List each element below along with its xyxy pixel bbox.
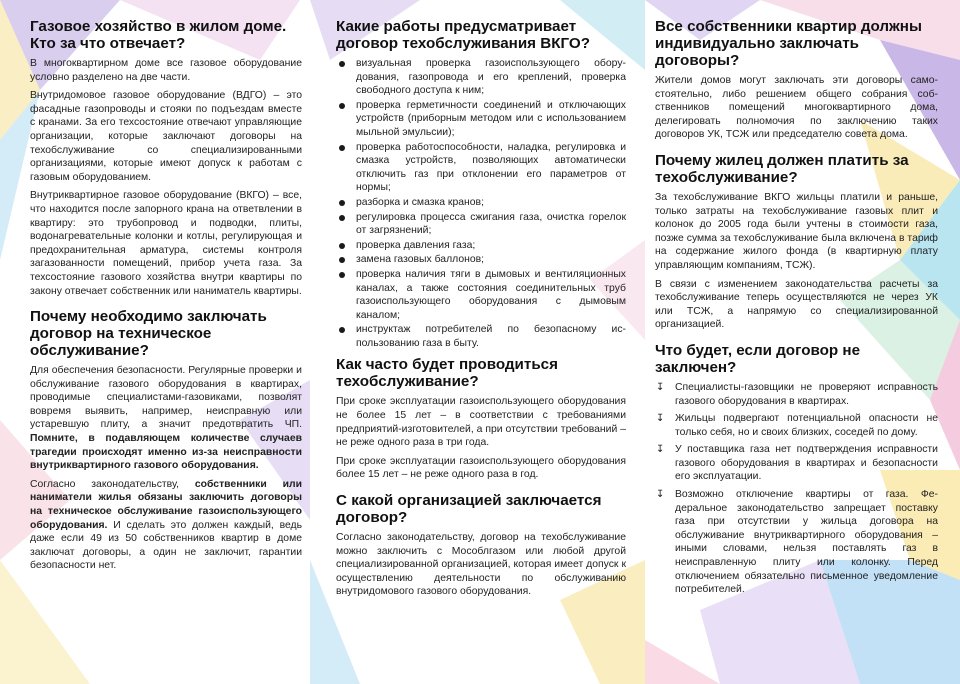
column-right [655, 18, 938, 603]
bullet-dot-icon [339, 327, 345, 333]
list-item [336, 253, 626, 267]
heading-why-contract: Почему необходимо заключать договор на техническое обслуживание? [30, 308, 267, 360]
paragraph-law [30, 478, 302, 573]
heading-organization: С какой организацией заключается договор? [336, 492, 602, 527]
bullet-dot-icon [339, 103, 345, 109]
works-list [336, 57, 626, 350]
paragraph-safety-text: Для обеспечения безопасности. Регулярные проверки и обслуживание газового оборудования в квартирах, проводимые специалистами-газовиками, позволят вовремя выявить, например, неисправную или устаревшую плиту, а значит предотвратить ЧП. [30, 365, 302, 431]
paragraph-frequency-1: При сроке эксплуатации газоиспользующего оборудования не более 15 лет – в соответствии с требованиями предприятий-изготовителей, а при отсутствии требований – не реже одного раза в три года. [336, 396, 626, 449]
list-item-text: проверка герметичности соединений и отключающих устройств (приборным методом или с использованием мыльной эмульсии); [356, 99, 626, 138]
heading-no-contract: Что будет, если договор не заключен? [655, 341, 861, 376]
paragraph-safety [30, 364, 302, 473]
list-item-text: разборка и смазка кранов; [356, 196, 484, 208]
bullet-dot-icon [339, 215, 345, 221]
paragraph-vdgo: Внутридомовое газовое оборудование (ВДГО) – это фасадные газопроводы и стояки по подъездам вместе с кранами. За его техсостояние отвечают управляющие организации, которые заключают договоры на техобслуживание со специализированными организациями, которые имеют допуск к работам с газовым оборудованием. [30, 90, 302, 183]
list-item-text: проверка давления газа; [356, 239, 476, 251]
list-item [336, 239, 626, 253]
heading-gas-responsibility: Газовое хозяйство в жилом доме. Кто за что отвечает? [30, 18, 287, 52]
list-item [655, 443, 938, 484]
paragraph-organization: Согласно законодательству, договор на техобслуживание можно заключить с Мособлгазом или любой другой специализированной организацией, которая имеет допуск к осуществлению деятельности по обслуживанию внутридомового газового оборудования. [336, 532, 626, 598]
heading-why-pay: Почему жилец должен платить за техобслуживание? [655, 151, 909, 186]
list-item [336, 268, 626, 322]
list-item-text: Возможно отключение квартиры от газа. Федеральное законодательство запрещает поставку газа при отсутствии у жильца договора на обслуживание внутриквартирного оборудования – иными словами, нельзя поставлять газ в неисправленную плиту или колонку. Перед отключением обязательно письменное уведомление потребителей. [675, 489, 938, 596]
bullet-dot-icon [339, 243, 345, 249]
list-item-text: регулировка процесса сжигания газа, очистка горелок от загрязнений; [356, 211, 626, 237]
bullet-dot-icon [339, 272, 345, 278]
list-item-text: инструктаж потребителей по безопасному использованию газа в быту. [356, 324, 626, 349]
list-item [336, 211, 626, 238]
list-item [336, 99, 626, 140]
paragraph-law-tail: И сделать это должен каждый, ведь даже если 49 из 50 собственников квартир в доме заключат договоры, а один не заключит, гарантии безопасности нет. [30, 519, 302, 572]
bullet-dot-icon [339, 145, 345, 151]
heading-frequency: Как часто будет проводиться техобслуживание? [336, 356, 558, 391]
paragraph-individual: Жители домов могут заключать эти договоры самостоятельно, либо решением общего собрания собственников помещений многоквартирного дома, делегировать полномочия по заключению таких договоров УК, ТСЖ или председателю совета дома. [655, 75, 938, 141]
list-item-text: Специалисты-газовщики не проверяют исправность газового оборудования в квартирах. [675, 381, 938, 407]
list-item [655, 412, 938, 439]
arrow-down-icon: ↧ [656, 444, 665, 456]
list-item [336, 57, 626, 98]
paragraph-why-pay-2: В связи с изменением законодательства расчеты за техобслуживание теперь осуществляются не через УК или ТСЖ, а напрямую со специализированной организацией. [655, 278, 938, 331]
list-item [655, 381, 938, 408]
list-item-text: замена газовых баллонов; [356, 254, 485, 266]
heading-individual: Все собственники квартир должны индивидуально заключать договоры? [655, 18, 922, 69]
bullet-dot-icon [339, 200, 345, 206]
list-item-text: визуальная проверка газоиспользующего оборудования, газопровода и его креплений, проверка свободного доступа к ним; [356, 58, 626, 97]
column-left [30, 18, 302, 578]
list-item [336, 196, 626, 210]
bullet-dot-icon [339, 61, 345, 67]
list-item-text: У поставщика газа нет подтверждения исправности газового оборудования в квартирах и безопасности его эксплуатации. [675, 444, 938, 483]
arrow-down-icon: ↧ [656, 413, 665, 425]
list-item [336, 141, 626, 195]
list-item-text: Жильцы подвергают потенциальной опасности не только себя, но и своих близких, соседей по дому. [675, 413, 938, 438]
paragraph-frequency-2: При сроке эксплуатации газоиспользующего оборудования более 15 лет – не реже одного раза в год. [336, 455, 626, 481]
arrow-down-icon: ↧ [656, 381, 665, 393]
paragraph-law-emphasis: собственники или наниматели жилья обязаны заключить договоры на техническое обслуживание газоиспользующего оборудования. [30, 478, 302, 531]
list-item [336, 323, 626, 350]
heading-works: Какие работы предусматривает договор техобслуживания ВКГО? [336, 18, 590, 52]
list-item [655, 488, 938, 597]
paragraph-law-text: Согласно законодательству, [30, 478, 195, 490]
column-middle [336, 18, 626, 604]
consequences-list [655, 381, 938, 597]
list-item-text: проверка работоспособности, наладка, регулировка и смазка устройств, позволяющих автоматически отключить газ при отклонении его параметров от нормы; [356, 141, 626, 194]
paragraph-intro: В многоквартирном доме все газовое оборудование условно разделено на две части. [30, 58, 302, 83]
list-item-text: проверка наличия тяги в дымовых и вентиляционных каналах, а также состояния соединительных труб газоиспользующего оборудования с дымовым каналом; [356, 268, 626, 321]
bullet-dot-icon [339, 257, 345, 263]
arrow-down-icon: ↧ [656, 489, 665, 501]
paragraph-safety-emphasis: Помните, в подавляющем количестве случаев трагедии происходят именно из-за неисправности внутриквартирного газового оборудования. [30, 433, 302, 472]
paragraph-vkgo: Внутриквартирное газовое оборудование (ВКГО) – все, что находится после запорного крана на ответвлении в квартиру: это трубопровод и подводки, плиты, водонагревательные колонки и котлы, регулирующая и предохранительная арматура, системы контроля загазованности помещений, прибор учета газа. За техсостояние газового хозяйства внутри квартиры по закону отвечает собственник или наниматель квартиры. [30, 190, 302, 297]
paragraph-why-pay-1: За техобслуживание ВКГО жильцы платили и раньше, только затраты на техобслуживание газовых плит и колонок до 2005 года были учтены в стоимости газа, позже сумма за техобслуживание была включена в тариф на содержание жилого фонда (в квартирную плату управляющим компаниям, ТСЖ). [655, 191, 938, 271]
